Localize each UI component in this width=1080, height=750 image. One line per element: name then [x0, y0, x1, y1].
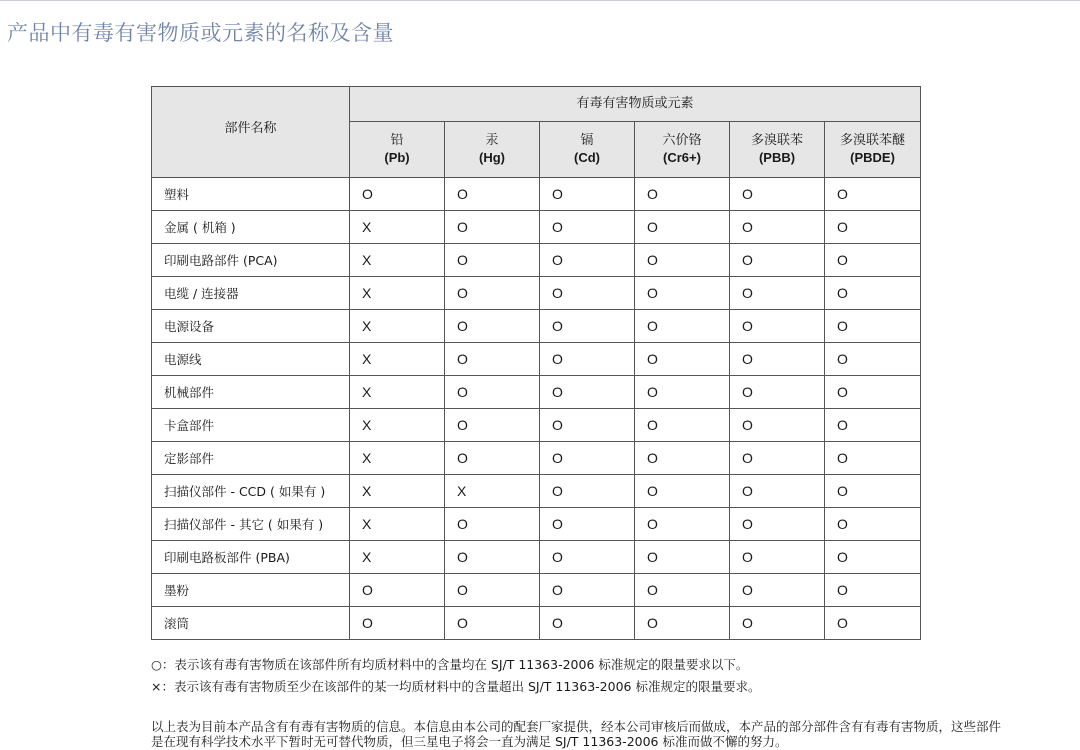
part-name-cell: 滚筒: [152, 607, 350, 640]
substance-value-cell: O: [825, 475, 921, 508]
substance-name: 铅: [390, 133, 404, 149]
substance-header: [445, 122, 540, 178]
substance-value-cell: O: [825, 310, 921, 343]
legend-notes: [151, 654, 760, 698]
substance-value-cell: O: [825, 178, 921, 211]
substance-value-cell: O: [445, 574, 540, 607]
substance-name: 汞: [485, 133, 499, 149]
substance-value-cell: O: [540, 574, 635, 607]
part-name-cell: 印刷电路板部件 (PBA): [152, 541, 350, 574]
substance-value-cell: X: [350, 508, 445, 541]
substance-value-cell: O: [730, 277, 825, 310]
substance-value-cell: O: [445, 178, 540, 211]
substance-value-cell: O: [635, 343, 730, 376]
substance-value-cell: O: [635, 310, 730, 343]
part-name-cell: 卡盒部件: [152, 409, 350, 442]
substance-value-cell: O: [635, 409, 730, 442]
substance-value-cell: O: [730, 541, 825, 574]
substance-header: [540, 122, 635, 178]
substance-header: [350, 122, 445, 178]
substance-value-cell: X: [350, 409, 445, 442]
hazardous-substance-table: [151, 86, 921, 640]
substance-value-cell: O: [540, 211, 635, 244]
part-name-cell: 定影部件: [152, 442, 350, 475]
substance-value-cell: O: [540, 475, 635, 508]
table-row: [152, 475, 921, 508]
table-row: [152, 442, 921, 475]
top-divider: [0, 0, 1080, 1]
substance-name: 多溴联苯醚: [840, 133, 906, 149]
substance-value-cell: O: [825, 409, 921, 442]
substance-value-cell: O: [635, 376, 730, 409]
substance-value-cell: O: [825, 607, 921, 640]
substance-value-cell: O: [730, 376, 825, 409]
substance-value-cell: O: [540, 244, 635, 277]
x-legend-note: ×：表示该有毒有害物质至少在该部件的某一均质材料中的含量超出 SJ/T 11363-2006 标准规定的限量要求。: [151, 679, 761, 694]
substance-value-cell: O: [730, 607, 825, 640]
part-name-cell: 电源设备: [152, 310, 350, 343]
substance-name: 多溴联苯: [750, 133, 803, 149]
part-name-cell: 塑料: [152, 178, 350, 211]
o-legend-note: ○：表示该有毒有害物质在该部件所有均质材料中的含量均在 SJ/T 11363-2006 标准规定的限量要求以下。: [151, 657, 749, 672]
substance-value-cell: O: [730, 409, 825, 442]
substance-value-cell: O: [540, 607, 635, 640]
table-row: [152, 508, 921, 541]
substance-value-cell: O: [445, 409, 540, 442]
substance-value-cell: O: [445, 607, 540, 640]
substance-value-cell: O: [825, 541, 921, 574]
table-row: [152, 211, 921, 244]
substance-value-cell: O: [825, 508, 921, 541]
substance-symbol: (PBB): [758, 149, 796, 165]
substance-value-cell: O: [825, 376, 921, 409]
substance-value-cell: O: [635, 475, 730, 508]
substance-value-cell: O: [445, 277, 540, 310]
substance-value-cell: O: [445, 211, 540, 244]
table-row: [152, 343, 921, 376]
substance-value-cell: O: [445, 244, 540, 277]
substance-value-cell: O: [730, 475, 825, 508]
substance-value-cell: O: [540, 310, 635, 343]
substance-value-cell: X: [350, 277, 445, 310]
substance-value-cell: O: [825, 211, 921, 244]
substance-value-cell: O: [635, 607, 730, 640]
part-name-cell: 电源线: [152, 343, 350, 376]
substance-symbol: (Cd): [574, 149, 600, 165]
substance-value-cell: O: [445, 442, 540, 475]
part-name-cell: 印刷电路部件 (PCA): [152, 244, 350, 277]
part-name-cell: 扫描仪部件 - 其它 ( 如果有 ): [152, 508, 350, 541]
substance-header: [825, 122, 921, 178]
table-body: [152, 178, 921, 640]
substance-value-cell: O: [730, 442, 825, 475]
substance-value-cell: O: [730, 574, 825, 607]
table-row: [152, 574, 921, 607]
table-row: [152, 607, 921, 640]
substance-value-cell: O: [730, 343, 825, 376]
substance-value-cell: O: [730, 211, 825, 244]
substance-value-cell: O: [445, 376, 540, 409]
substance-name: 镉: [580, 133, 594, 149]
part-name-cell: 电缆 / 连接器: [152, 277, 350, 310]
part-name-cell: 墨粉: [152, 574, 350, 607]
substance-value-cell: O: [635, 541, 730, 574]
substance-value-cell: O: [825, 574, 921, 607]
substance-value-cell: O: [445, 310, 540, 343]
substance-value-cell: O: [540, 178, 635, 211]
substance-symbol: (Cr6+): [663, 149, 701, 165]
substance-value-cell: O: [825, 442, 921, 475]
substance-value-cell: O: [540, 343, 635, 376]
substance-value-cell: O: [730, 508, 825, 541]
table-row: [152, 277, 921, 310]
substance-value-cell: O: [825, 277, 921, 310]
substance-value-cell: X: [350, 211, 445, 244]
substance-symbol: (Pb): [384, 149, 410, 165]
table-row: [152, 541, 921, 574]
substance-value-cell: O: [730, 178, 825, 211]
table-row: [152, 244, 921, 277]
table-row: [152, 310, 921, 343]
part-name-cell: 扫描仪部件 - CCD ( 如果有 ): [152, 475, 350, 508]
substance-value-cell: O: [825, 244, 921, 277]
substance-value-cell: X: [350, 244, 445, 277]
substance-header: [635, 122, 730, 178]
part-name-cell: 机械部件: [152, 376, 350, 409]
substance-value-cell: O: [445, 541, 540, 574]
substance-value-cell: O: [540, 541, 635, 574]
substance-value-cell: O: [730, 244, 825, 277]
substance-value-cell: X: [350, 541, 445, 574]
substance-value-cell: O: [350, 178, 445, 211]
substance-name: 六价铬: [662, 133, 702, 149]
substance-value-cell: X: [445, 475, 540, 508]
substance-value-cell: O: [635, 211, 730, 244]
substance-group-header: 有毒有害物质或元素: [350, 87, 921, 122]
substance-value-cell: O: [350, 574, 445, 607]
substance-value-cell: O: [635, 244, 730, 277]
table-header-row: [152, 87, 921, 122]
footer-statement: 以上表为目前本产品含有有毒有害物质的信息。本信息由本公司的配套厂家提供，经本公司审核后而做成，本产品的部分部件含有有毒有害物质，这些部件是在现有科学技术水平下暂时无可替代物质，但三星电子将会一直为满足 SJ/T 11363-2006 标准而做不懈的努力。: [151, 719, 1002, 749]
table-row: [152, 409, 921, 442]
substance-value-cell: O: [540, 409, 635, 442]
table-row: [152, 376, 921, 409]
part-name-cell: 金属 ( 机箱 ): [152, 211, 350, 244]
substance-value-cell: O: [635, 574, 730, 607]
substance-symbol: (Hg): [479, 149, 505, 165]
substance-value-cell: X: [350, 310, 445, 343]
substance-value-cell: O: [540, 277, 635, 310]
page-title: 产品中有毒有害物质或元素的名称及含量: [7, 21, 394, 45]
substance-value-cell: O: [445, 343, 540, 376]
substance-value-cell: X: [350, 475, 445, 508]
substance-value-cell: O: [825, 343, 921, 376]
substance-value-cell: O: [635, 508, 730, 541]
substance-value-cell: O: [350, 607, 445, 640]
substance-value-cell: O: [445, 508, 540, 541]
substance-value-cell: O: [730, 310, 825, 343]
substance-value-cell: O: [540, 508, 635, 541]
substance-value-cell: O: [635, 442, 730, 475]
substance-value-cell: O: [540, 442, 635, 475]
substance-value-cell: X: [350, 343, 445, 376]
table-row: [152, 178, 921, 211]
substance-value-cell: X: [350, 442, 445, 475]
substance-value-cell: O: [635, 277, 730, 310]
substance-symbol: (PBDE): [850, 149, 895, 165]
substance-value-cell: O: [635, 178, 730, 211]
substance-value-cell: X: [350, 376, 445, 409]
part-name-header: 部件名称: [152, 87, 350, 178]
substance-value-cell: O: [540, 376, 635, 409]
substance-header: [730, 122, 825, 178]
